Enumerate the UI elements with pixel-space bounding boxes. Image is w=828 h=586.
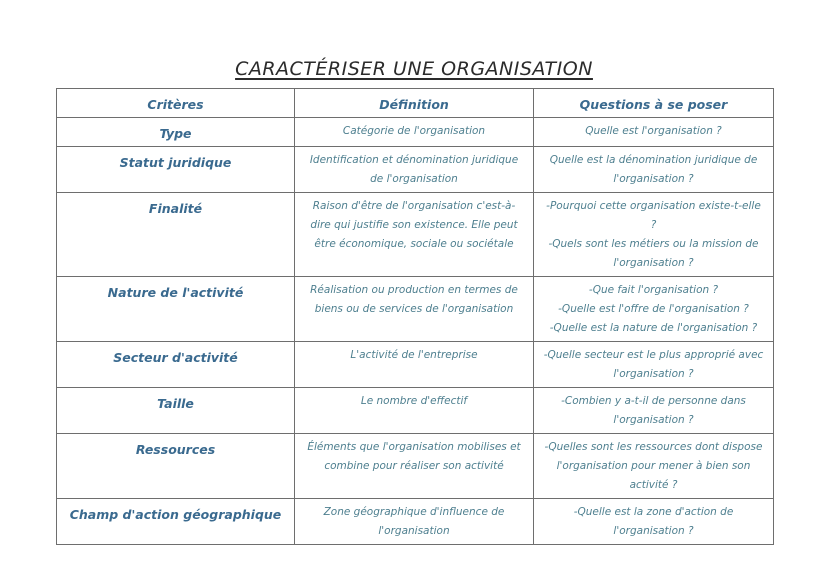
table-row (57, 118, 774, 147)
table-row (57, 147, 774, 193)
question-line: -Quelle est la nature de l'organisation ? (549, 322, 758, 334)
definition-cell: Identification et dénomination juridique de l'organisation (295, 147, 534, 193)
criterion-cell: Type (57, 118, 295, 147)
questions-cell (534, 147, 774, 193)
question-line: -Quelle secteur est le plus approprié avec l'organisation ? (543, 349, 764, 380)
questions-cell (534, 499, 774, 545)
definition-cell: Raison d'être de l'organisation c'est-à-dire qui justifie son existence. Elle peut être économique, sociale ou sociétale (295, 193, 534, 277)
criterion-cell: Ressources (57, 434, 295, 499)
table-row (57, 388, 774, 434)
definition-cell: Réalisation ou production en termes de biens ou de services de l'organisation (295, 277, 534, 342)
header-criteres: Critères (57, 89, 295, 118)
questions-cell (534, 118, 774, 147)
definition-cell: L'activité de l'entreprise (295, 342, 534, 388)
question-line: -Combien y a-t-il de personne dans l'organisation ? (561, 395, 746, 426)
definition-cell: Zone géographique d'influence de l'organisation (295, 499, 534, 545)
question-line: -Quelle est l'offre de l'organisation ? (558, 303, 749, 315)
table-row (57, 342, 774, 388)
table-row (57, 277, 774, 342)
questions-cell (534, 193, 774, 277)
page-title (0, 58, 828, 80)
table-row (57, 193, 774, 277)
question-line: -Quelle est la zone d'action de l'organisation ? (573, 506, 734, 537)
criterion-cell: Nature de l'activité (57, 277, 295, 342)
table-row (57, 499, 774, 545)
criterion-cell: Taille (57, 388, 295, 434)
table-header-row (57, 89, 774, 118)
table-row (57, 434, 774, 499)
definition-cell: Le nombre d'effectif (295, 388, 534, 434)
header-definition: Définition (295, 89, 534, 118)
criterion-cell: Champ d'action géographique (57, 499, 295, 545)
question-line: -Quelles sont les ressources dont dispose l'organisation pour mener à bien son activité ? (544, 441, 763, 491)
question-line: Quelle est la dénomination juridique de l'organisation ? (549, 154, 758, 185)
question-line: -Pourquoi cette organisation existe-t-elle ? (546, 200, 761, 231)
criterion-cell: Statut juridique (57, 147, 295, 193)
definition-cell: Éléments que l'organisation mobilises et combine pour réaliser son activité (295, 434, 534, 499)
questions-cell (534, 277, 774, 342)
question-line: -Quels sont les métiers ou la mission de l'organisation ? (548, 238, 759, 269)
questions-cell (534, 388, 774, 434)
characteristics-table (56, 88, 774, 545)
definition-cell: Catégorie de l'organisation (295, 118, 534, 147)
page-title-text: CARACTÉRISER UNE ORGANISATION (235, 58, 593, 80)
questions-cell (534, 342, 774, 388)
question-line: -Que fait l'organisation ? (588, 284, 719, 296)
question-line: Quelle est l'organisation ? (585, 125, 722, 137)
criterion-cell: Secteur d'activité (57, 342, 295, 388)
criterion-cell: Finalité (57, 193, 295, 277)
questions-cell (534, 434, 774, 499)
header-questions: Questions à se poser (534, 89, 774, 118)
